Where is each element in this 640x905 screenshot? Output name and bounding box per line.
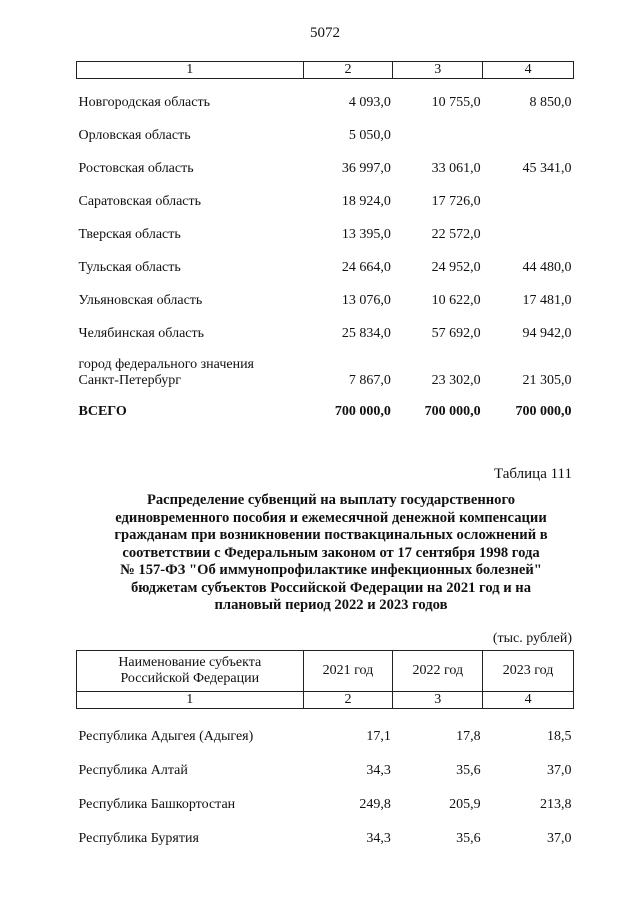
- value-2023: 37,0: [547, 763, 572, 778]
- value-2021: 36 997,0: [341, 161, 391, 176]
- column-number: 2: [303, 692, 393, 709]
- value-2022: 33 061,0: [431, 161, 481, 176]
- value-2021: 13 395,0: [341, 227, 391, 242]
- region-name: Саратовская область: [78, 194, 202, 209]
- title-line: соответствии с Федеральным законом от 17 сентября 1998 года: [122, 544, 540, 561]
- table-row: [77, 79, 574, 113]
- value-2022: 57 692,0: [431, 326, 481, 341]
- header-row: [77, 651, 574, 692]
- value-2022: 10 755,0: [431, 95, 481, 110]
- value-2021: 34,3: [366, 763, 391, 778]
- value-2023: [483, 211, 574, 244]
- total-2021: 700 000,0: [334, 404, 391, 419]
- region-name: Ростовская область: [78, 161, 194, 176]
- value-2022: [393, 112, 483, 145]
- value-2021: 24 664,0: [341, 260, 391, 275]
- value-2021: 13 076,0: [341, 293, 391, 308]
- table-row: [77, 112, 574, 145]
- header-region: [77, 651, 304, 692]
- value-2023: 213,8: [540, 797, 572, 812]
- header-line: Российской Федерации: [120, 671, 260, 686]
- total-2022: 700 000,0: [424, 404, 481, 419]
- column-number-row: [77, 692, 574, 709]
- units-note: (тыс. рублей): [492, 631, 572, 646]
- value-2022: 205,9: [449, 797, 481, 812]
- region-name: Челябинская область: [78, 326, 204, 341]
- value-2021: 25 834,0: [341, 326, 391, 341]
- value-2023: 8 850,0: [529, 95, 572, 110]
- subsidy-table-111: [76, 650, 574, 848]
- table-row: [77, 780, 574, 814]
- table-row: [77, 145, 574, 178]
- page-number: 5072: [310, 25, 340, 41]
- region-name-line: город федерального значения: [78, 357, 254, 372]
- title-line: единовременного пособия и ежемесячной денежной компенсации: [115, 509, 547, 526]
- column-number-row: [77, 62, 574, 79]
- value-2021: 18 924,0: [341, 194, 391, 209]
- region-name: Республика Бурятия: [78, 831, 199, 846]
- total-row: [77, 390, 574, 421]
- region-name: Республика Адыгея (Адыгея): [78, 729, 254, 744]
- table-row: [77, 746, 574, 780]
- region-name: Республика Башкортостан: [78, 797, 236, 812]
- title-line: Распределение субвенций на выплату государственного: [146, 492, 516, 508]
- value-2021: 249,8: [359, 797, 391, 812]
- table-title: [90, 492, 572, 615]
- title-line: бюджетам субъектов Российской Федерации на 2021 год и на: [130, 579, 531, 596]
- region-name: [77, 343, 304, 390]
- value-2023: 37,0: [547, 831, 572, 846]
- column-number: 3: [393, 62, 483, 79]
- header-2022: 2022 год: [393, 651, 483, 692]
- region-name: Новгородская область: [78, 95, 210, 110]
- column-number: 4: [483, 692, 574, 709]
- value-2023: 44 480,0: [522, 260, 572, 275]
- value-2023: 18,5: [547, 729, 572, 744]
- value-2021: 5 050,0: [348, 128, 391, 143]
- value-2021: 34,3: [366, 831, 391, 846]
- table-row: [77, 211, 574, 244]
- region-name: Тульская область: [78, 260, 181, 275]
- value-2022: 35,6: [456, 831, 481, 846]
- value-2023: 94 942,0: [522, 326, 572, 341]
- table-row: [77, 244, 574, 277]
- value-2023: 21 305,0: [522, 373, 572, 388]
- title-line: гражданам при возникновении поствакцинальных осложнений в: [114, 527, 548, 543]
- title-line: плановый период 2022 и 2023 годов: [214, 597, 448, 613]
- value-2023: [483, 112, 574, 145]
- total-2023: 700 000,0: [515, 404, 572, 419]
- value-2022: 17,8: [456, 729, 481, 744]
- region-name-line: Санкт-Петербург: [78, 373, 181, 388]
- table-row: [77, 310, 574, 343]
- table-row: [77, 178, 574, 211]
- column-number: 1: [77, 692, 304, 709]
- region-name: Республика Алтай: [78, 763, 188, 778]
- table-row: [77, 709, 574, 747]
- title-line: № 157-ФЗ "Об иммунопрофилактике инфекционных болезней": [120, 562, 542, 578]
- column-number: 1: [77, 62, 304, 79]
- value-2022: 10 622,0: [431, 293, 481, 308]
- region-name: Ульяновская область: [78, 293, 203, 308]
- value-2022: 24 952,0: [431, 260, 481, 275]
- total-label: ВСЕГО: [78, 404, 127, 419]
- value-2021: 7 867,0: [348, 373, 391, 388]
- region-name: Орловская область: [78, 128, 191, 143]
- region-name: Тверская область: [78, 227, 181, 242]
- value-2022: 17 726,0: [431, 194, 481, 209]
- value-2022: 23 302,0: [431, 373, 481, 388]
- header-line: Наименование субъекта: [118, 655, 262, 670]
- header-2023: 2023 год: [483, 651, 574, 692]
- value-2023: 45 341,0: [522, 161, 572, 176]
- header-2021: 2021 год: [303, 651, 393, 692]
- column-number: 2: [303, 62, 393, 79]
- value-2022: 35,6: [456, 763, 481, 778]
- column-number: 3: [393, 692, 483, 709]
- value-2021: 17,1: [366, 729, 391, 744]
- table-caption: Таблица 111: [493, 466, 572, 482]
- table-row: [77, 814, 574, 848]
- value-2021: 4 093,0: [348, 95, 391, 110]
- value-2023: [483, 178, 574, 211]
- subsidy-table-continued: [76, 61, 574, 421]
- table-row: [77, 277, 574, 310]
- column-number: 4: [483, 62, 574, 79]
- table-row: [77, 343, 574, 390]
- value-2022: 22 572,0: [431, 227, 481, 242]
- value-2023: 17 481,0: [522, 293, 572, 308]
